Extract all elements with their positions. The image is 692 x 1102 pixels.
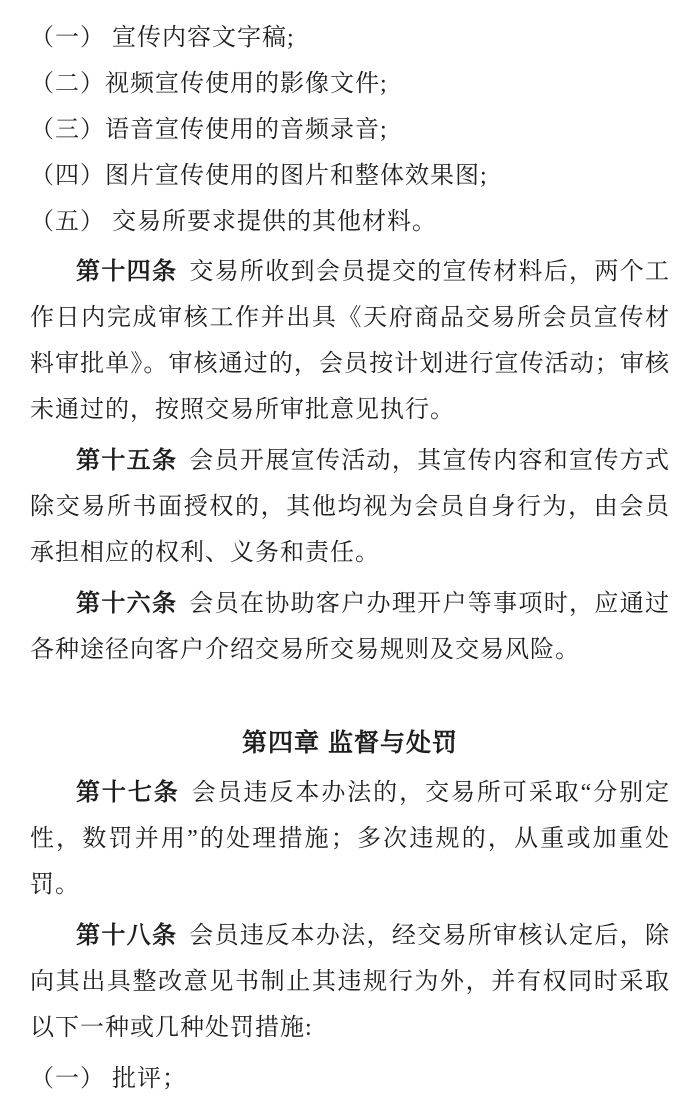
list-item: （五） 交易所要求提供的其他材料。 [30, 209, 437, 235]
chapter-heading: 第四章 监督与处罚 [242, 729, 458, 757]
article-label: 第十八条 [76, 922, 178, 949]
article-label: 第十四条 [76, 258, 178, 285]
article-paragraph-16 [30, 581, 670, 673]
article-label: 第十七条 [76, 779, 180, 806]
article-label: 第十五条 [76, 447, 178, 474]
article-text: 会员开展宣传活动，其宣传内容和宣传方式除交易所书面授权的，其他均视为会员自身行为，由会员承担相应的权利、义务和责任。 [30, 448, 671, 566]
list-item: （二）视频宣传使用的影像文件; [30, 71, 388, 97]
article-text: 会员违反本办法的，交易所可采取“分别定性，数罚并用”的处理措施；多次违规的，从重或加重处罚。 [30, 780, 670, 898]
list-item: （一） 批评； [30, 1066, 187, 1092]
list-item: （一） 宣传内容文字稿; [30, 25, 295, 51]
list-item: （四）图片宣传使用的图片和整体效果图; [30, 163, 488, 189]
article-text: 会员违反本办法，经交易所审核认定后，除向其出具整改意见书制止其违规行为外，并有权同时采取以下一种或几种处罚措施: [30, 923, 671, 1041]
article-paragraph-15 [30, 438, 670, 576]
list-item: （三）语音宣传使用的音频录音; [30, 117, 388, 143]
article-paragraph-17 [30, 770, 670, 908]
article-paragraph-14 [30, 249, 670, 433]
article-paragraph-18 [30, 913, 670, 1051]
article-label: 第十六条 [76, 590, 178, 617]
article-text: 会员在协助客户办理开户等事项时，应通过各种途径向客户介绍交易所交易规则及交易风险。 [30, 591, 671, 663]
article-text: 交易所收到会员提交的宣传材料后，两个工作日内完成审核工作并出具《天府商品交易所会员宣传材料审批单》。审核通过的，会员按计划进行宣传活动；审核未通过的，按照交易所审批意见执行。 [30, 259, 671, 423]
